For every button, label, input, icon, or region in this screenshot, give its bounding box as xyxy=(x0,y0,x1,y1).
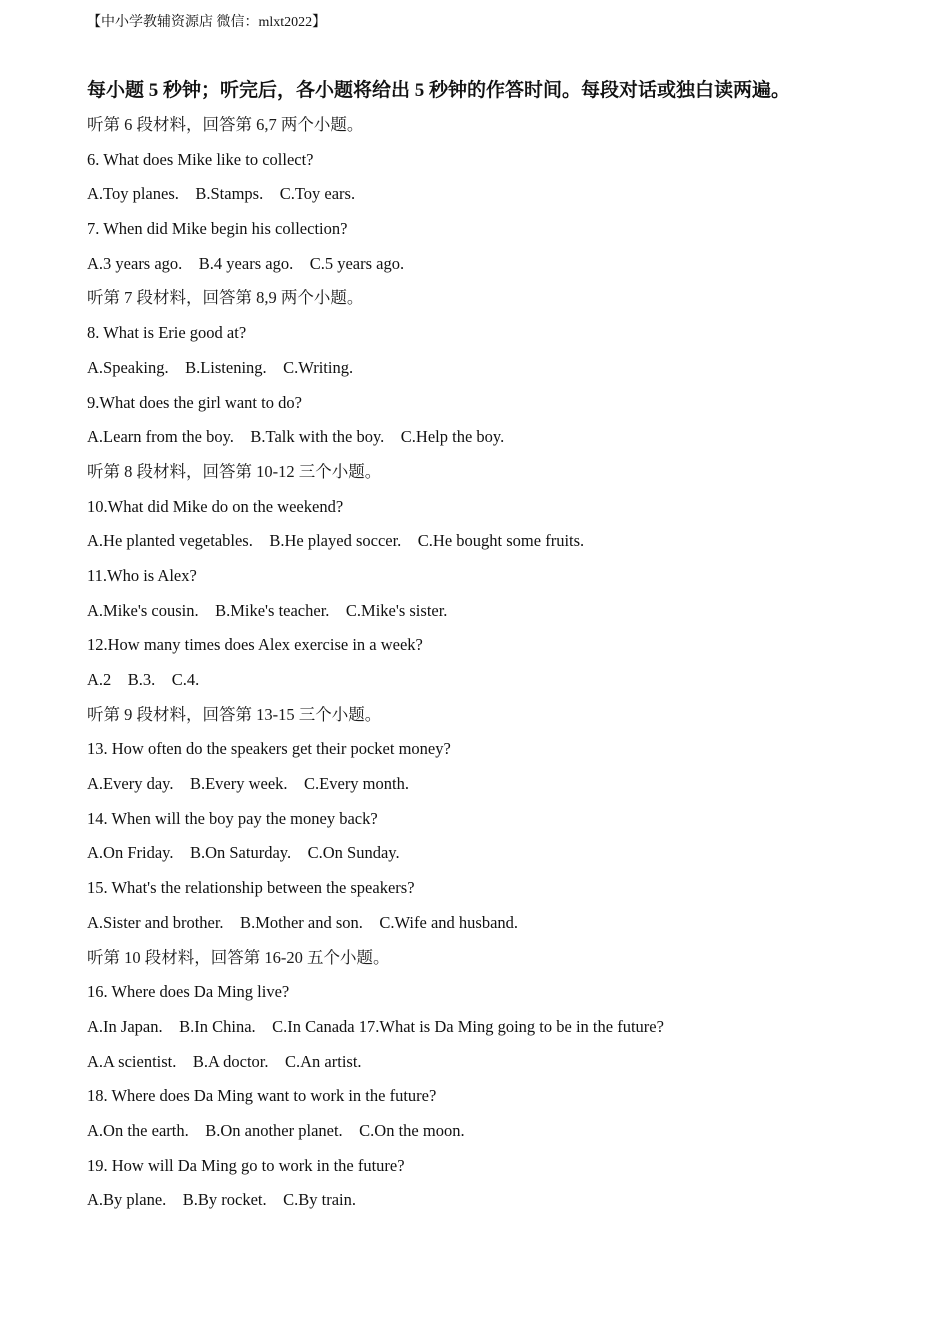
question-text: 8. What is Erie good at? xyxy=(87,323,247,343)
listening-section-heading: 听第 8 段材料，回答第 10-12 三个小题。 xyxy=(87,461,382,481)
answer-options: A.By plane. B.By rocket. C.By train. xyxy=(87,1190,357,1210)
answer-options: A.3 years ago. B.4 years ago. C.5 years ago. xyxy=(87,253,405,273)
question-text: 15. What's the relationship between the speakers? xyxy=(87,878,415,898)
listening-section-heading: 听第 7 段材料，回答第 8,9 两个小题。 xyxy=(87,288,364,308)
question-text: 18. Where does Da Ming want to work in the future? xyxy=(87,1086,437,1106)
answer-options: A.Learn from the boy. B.Talk with the boy. C.Help the boy. xyxy=(87,427,505,447)
answer-options: A.2 B.3. C.4. xyxy=(87,670,200,689)
question-text: 9.What does the girl want to do? xyxy=(87,392,302,412)
answer-options: A.On the earth. B.On another planet. C.On the moon. xyxy=(87,1120,465,1140)
listening-section-heading: 听第 6 段材料，回答第 6,7 两个小题。 xyxy=(87,115,364,134)
question-text: 14. When will the boy pay the money back? xyxy=(87,808,378,828)
answer-options: A.He planted vegetables. B.He played soccer. C.He bought some fruits. xyxy=(87,531,585,551)
question-text: 19. How will Da Ming go to work in the future? xyxy=(87,1155,405,1175)
answer-options: A.Sister and brother. B.Mother and son. C.Wife and husband. xyxy=(87,912,519,932)
answer-options: A.On Friday. B.On Saturday. C.On Sunday. xyxy=(87,843,400,863)
question-text: 12.How many times does Alex exercise in a week? xyxy=(87,635,423,655)
page-header-source: 【中小学教辅资源店 微信：mlxt2022】 xyxy=(87,15,327,30)
answer-options: A.In Japan. B.In China. C.In Canada 17.What is Da Ming going to be in the future? xyxy=(87,1016,664,1036)
answer-options: A.Toy planes. B.Stamps. C.Toy ears. xyxy=(87,184,356,204)
question-text: 10.What did Mike do on the weekend? xyxy=(87,496,344,516)
question-text: 7. When did Mike begin his collection? xyxy=(87,219,348,239)
question-text: 13. How often do the speakers get their pocket money? xyxy=(87,739,451,759)
section-instruction: 每小题 5 秒钟；听完后，各小题将给出 5 秒钟的作答时间。每段对话或独白读两遍。 xyxy=(87,80,791,101)
question-text: 16. Where does Da Ming live? xyxy=(87,982,290,1002)
answer-options: A.Every day. B.Every week. C.Every month. xyxy=(87,774,409,794)
answer-options: A.Speaking. B.Listening. C.Writing. xyxy=(87,357,354,377)
question-text: 6. What does Mike like to collect? xyxy=(87,149,314,169)
exam-content xyxy=(87,78,927,1224)
question-list xyxy=(87,114,927,1224)
question-text: 11.Who is Alex? xyxy=(87,565,197,585)
answer-options: A.Mike's cousin. B.Mike's teacher. C.Mike's sister. xyxy=(87,600,448,620)
listening-section-heading: 听第 9 段材料，回答第 13-15 三个小题。 xyxy=(87,704,382,724)
listening-section-heading: 听第 10 段材料，回答第 16-20 五个小题。 xyxy=(87,947,390,967)
answer-options: A.A scientist. B.A doctor. C.An artist. xyxy=(87,1051,362,1071)
